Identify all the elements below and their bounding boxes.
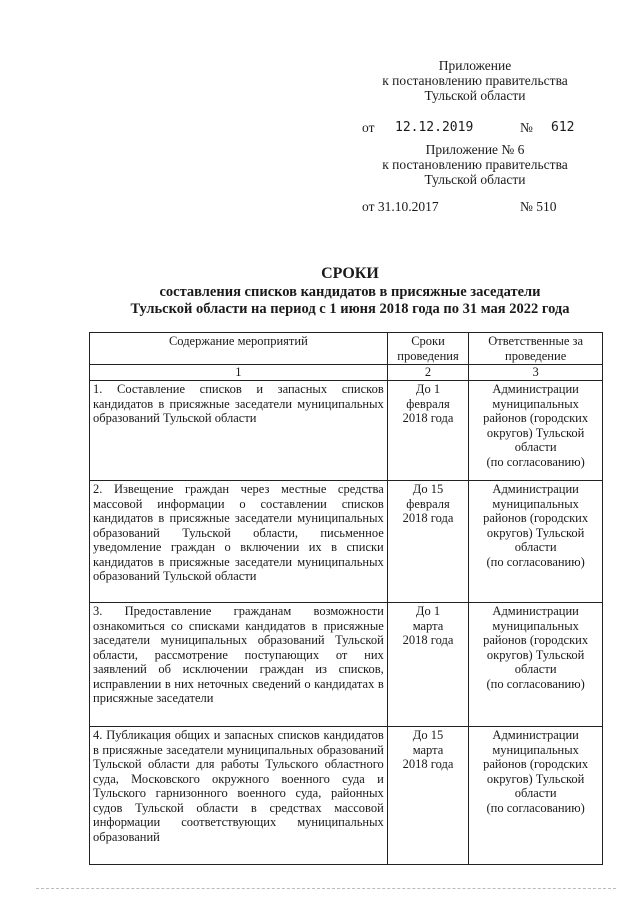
original-decree-date: от 31.10.2017 [362,199,439,214]
decree-from-label: от [362,120,375,135]
header-terms: Сроки проведения [387,333,468,365]
page-cut-divider [36,888,616,889]
document-subtitle: Тульской области на период с 1 июня 2018 года по 31 мая 2022 года [130,301,570,317]
activity-description: 1. Составление списков и запасных списков кандидатов в присяжные заседатели муниципальных образований Тульской области [90,381,388,481]
appendix-line: Приложение [438,58,512,73]
document-title: СРОКИ [321,265,379,282]
decree-number: 612 [551,120,575,135]
appendix-header-original [355,142,595,187]
table-row [90,727,603,865]
appendix-line: Тульской области [424,88,526,103]
column-number-row [90,365,603,381]
table-row [90,481,603,603]
appendix-line: Тульской области [424,172,526,187]
activity-term: До 1 февраля 2018 года [387,381,468,481]
appendix-line: Приложение № 6 [425,142,525,157]
activity-term: До 1 марта 2018 года [387,603,468,727]
activity-description: 3. Предоставление гражданам возможности ознакомиться со списками кандидатов в присяжные заседатели муниципальных образований Тульской области, рассмотрение поступающих от них заявлений об исключении граждан из списков, исправлении в них неточных сведений о кандидатах в присяжные заседатели [90,603,388,727]
original-decree-number: № 510 [520,199,557,214]
appendix-line: к постановлению правительства [382,157,568,172]
column-number: 1 [90,365,388,381]
decree-number-sign: № [520,120,533,135]
table-row [90,381,603,481]
appendix-header-current [355,58,595,103]
activity-responsible: Администрации муниципальных районов (городских округов) Тульской области (по согласованию) [469,481,603,603]
table-row [90,603,603,727]
activity-term: До 15 марта 2018 года [387,727,468,865]
header-activities: Содержание мероприятий [90,333,388,365]
activity-responsible: Администрации муниципальных районов (городских округов) Тульской области (по согласованию) [469,727,603,865]
activity-description: 4. Публикация общих и запасных списков кандидатов в присяжные заседатели муниципальных образований Тульской области для работы Тульского областного суда, Московского окружного военного суда и Тульского гарнизонного военного суда, районных судов Тульской области в средствах массовой информации соответствующих муниципальных образований [90,727,388,865]
schedule-table [89,332,603,865]
activity-responsible: Администрации муниципальных районов (городских округов) Тульской области (по согласованию) [469,381,603,481]
table-header-row [90,333,603,365]
activity-responsible: Администрации муниципальных районов (городских округов) Тульской области (по согласованию) [469,603,603,727]
appendix-line: к постановлению правительства [382,73,568,88]
document-subtitle: составления списков кандидатов в присяжные заседатели [159,284,541,300]
activity-description: 2. Извещение граждан через местные средства массовой информации о составлении списков кандидатов в присяжные заседатели муниципальных образований Тульской области, письменное уведомление граждан о включении их в списки кандидатов в присяжные заседатели муниципальных образований Тульской области [90,481,388,603]
column-number: 2 [387,365,468,381]
activity-term: До 15 февраля 2018 года [387,481,468,603]
column-number: 3 [469,365,603,381]
header-responsible: Ответственные за проведение [469,333,603,365]
decree-date: 12.12.2019 [395,120,474,135]
